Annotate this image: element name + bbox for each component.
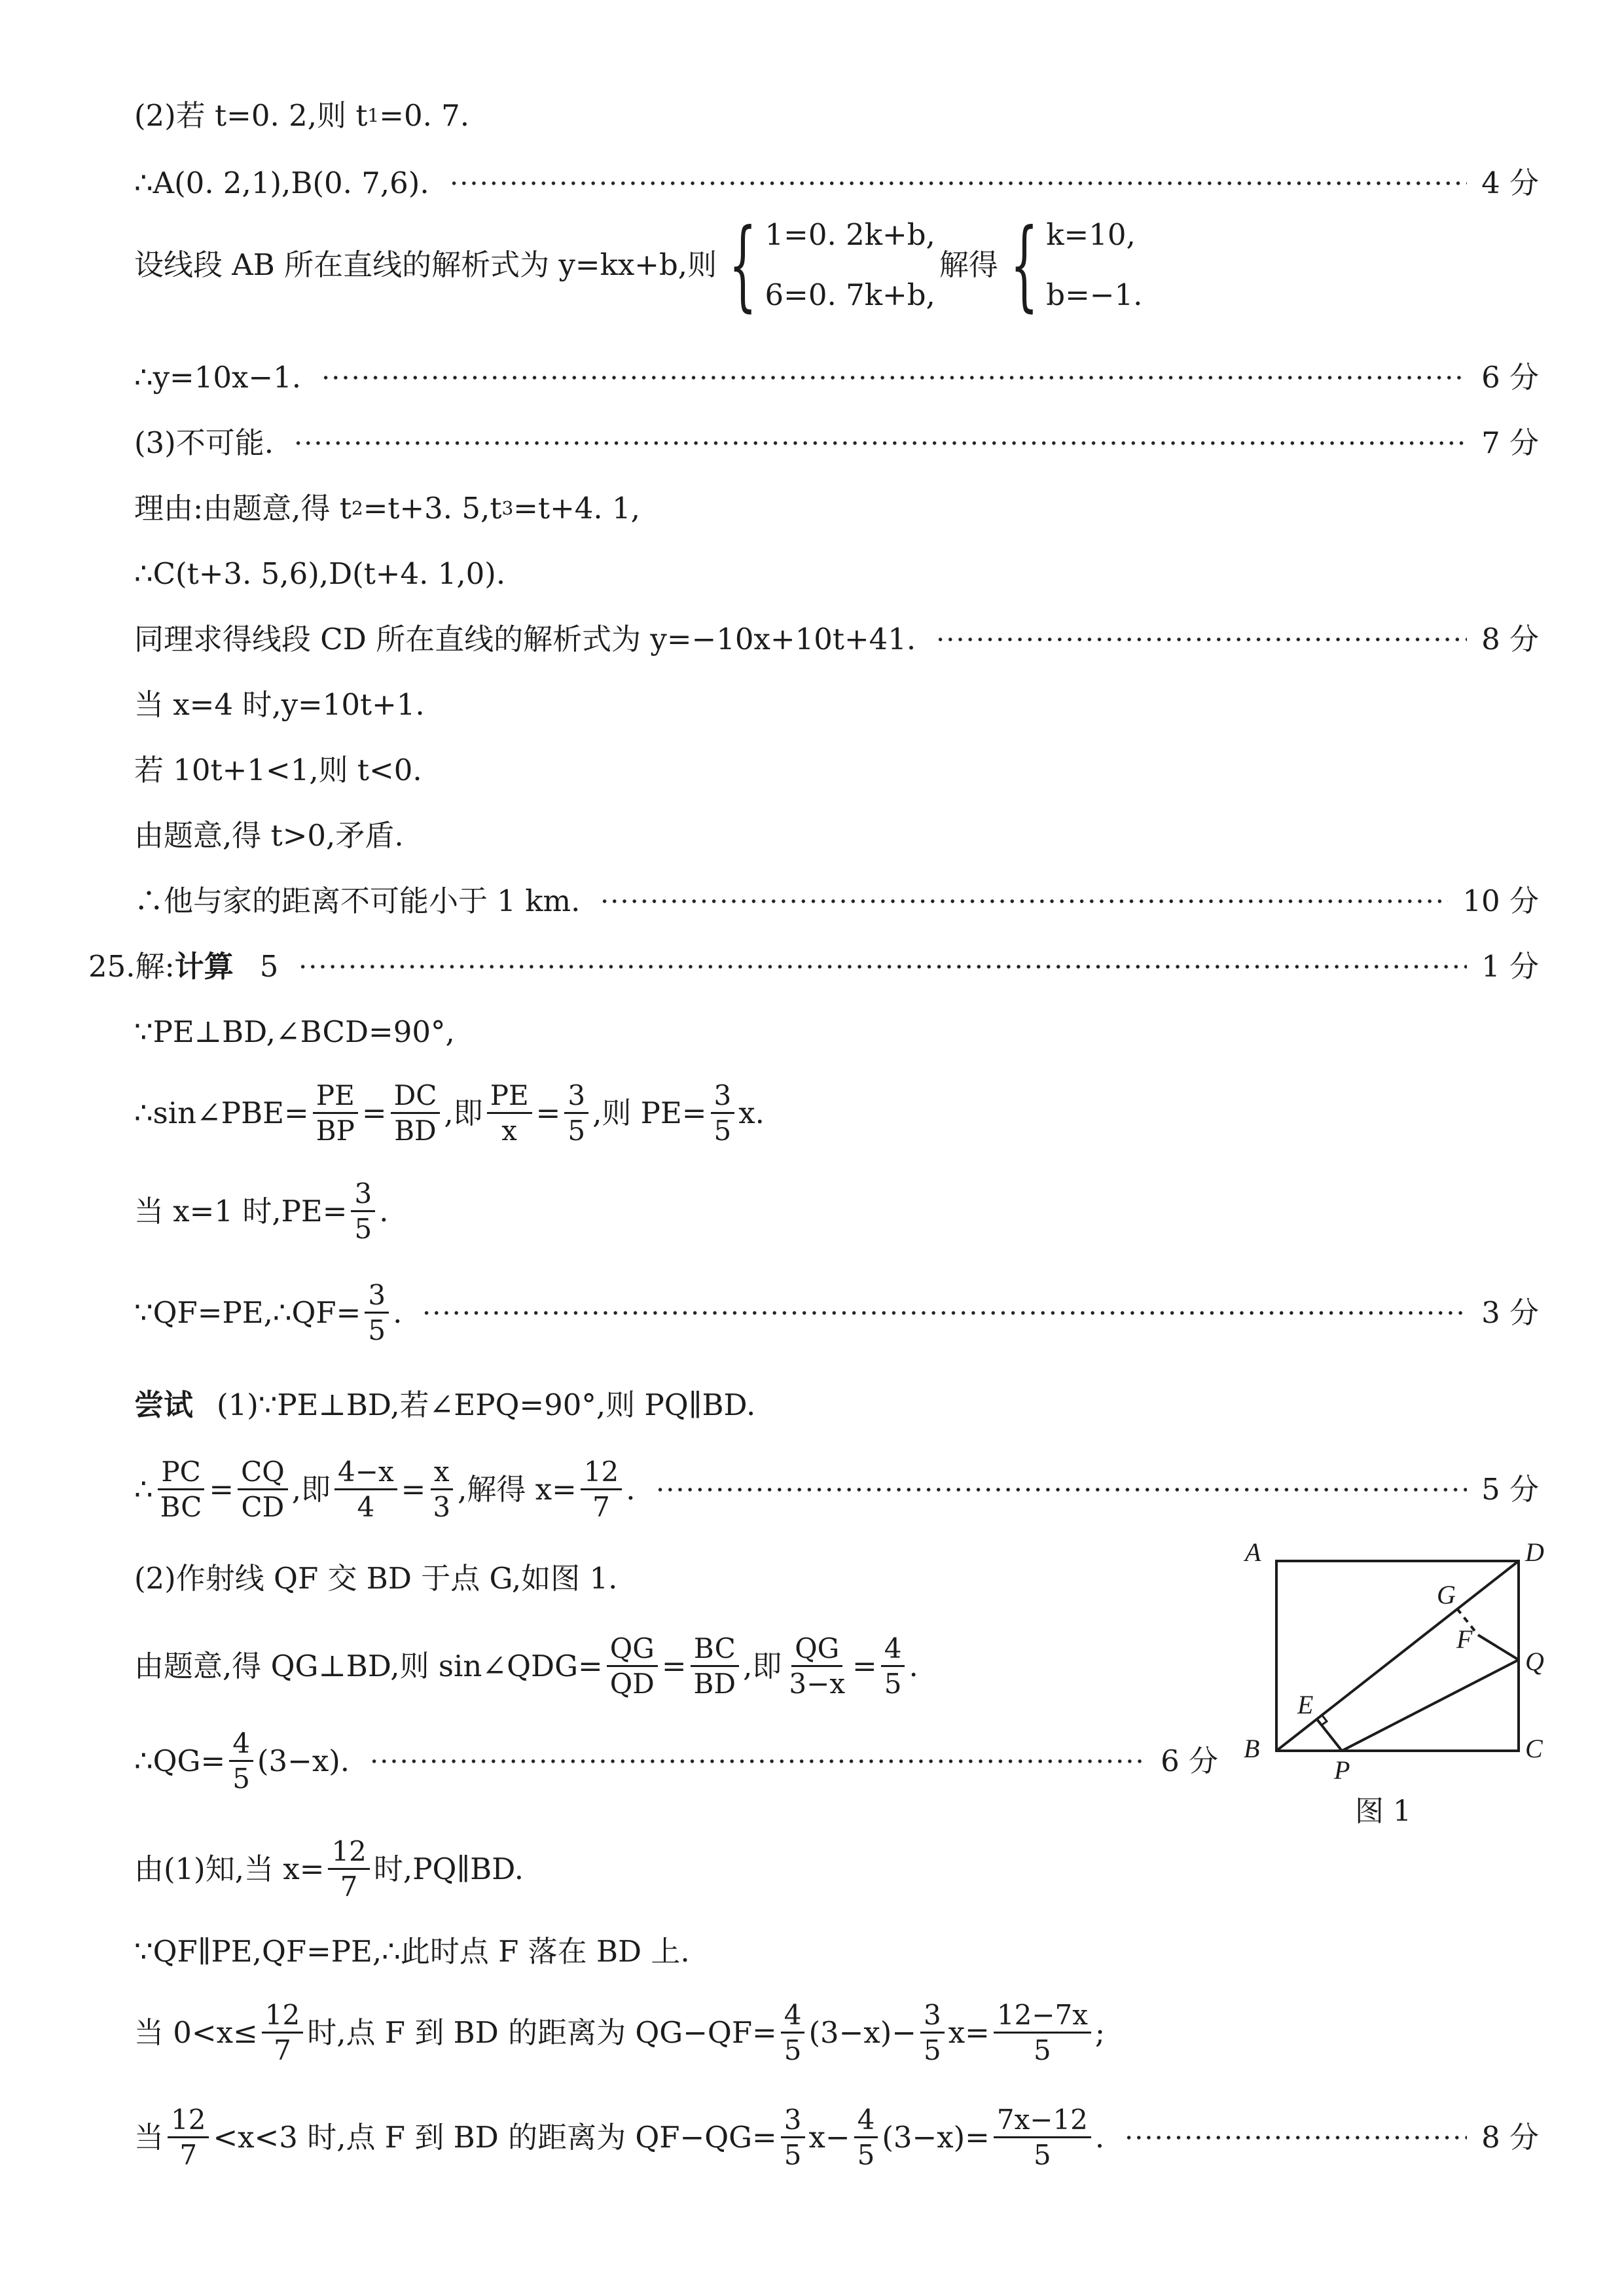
text: ∵QF∥PE,QF=PE,∴此时点 F 落在 BD 上. <box>134 1934 690 1969</box>
text: ∴sin∠PBE= <box>134 1095 309 1130</box>
text: (2)若 t=0. 2,则 t <box>134 98 368 133</box>
numerator: 3 <box>564 1080 588 1114</box>
text: x= <box>948 2015 990 2050</box>
numerator: 12−7x <box>994 2000 1091 2034</box>
text: 由(1)知,当 x= <box>134 1851 325 1886</box>
label-e: E <box>1297 1690 1314 1719</box>
text: 由题意,得 t>0,矛盾. <box>134 818 404 853</box>
system-row: 6=0. 7k+b, <box>765 278 935 312</box>
denominator: 7 <box>592 1491 610 1524</box>
geometry-figure <box>1231 1532 1571 1833</box>
label-q: Q <box>1525 1647 1544 1676</box>
denominator: BC <box>160 1491 202 1524</box>
fraction <box>351 1178 375 1244</box>
question-number: 25.解: <box>88 949 175 984</box>
fraction <box>365 1280 389 1346</box>
numerator: 3 <box>711 1080 735 1114</box>
score-label: 8 分 <box>1481 622 1539 656</box>
fraction <box>994 2000 1091 2066</box>
text: 由题意,得 QG⊥BD,则 sin∠QDG= <box>134 1648 603 1683</box>
denominator: 5 <box>368 1314 386 1347</box>
dotted-leader <box>298 964 1467 969</box>
text: (1)∵PE⊥BD,若∠EPQ=90°,则 PQ∥BD. <box>217 1388 756 1422</box>
dotted-leader <box>422 1310 1467 1316</box>
text: ,即 <box>291 1471 331 1507</box>
label-d: D <box>1525 1537 1544 1567</box>
text: . <box>1094 2119 1105 2155</box>
line-ray-qf <box>134 1561 1218 1596</box>
dotted-leader <box>369 1759 1146 1764</box>
denominator: 3−x <box>789 1668 846 1700</box>
denominator: 3 <box>433 1491 451 1524</box>
text: = <box>361 1095 387 1130</box>
denominator: CD <box>241 1491 285 1524</box>
label-f: F <box>1456 1624 1473 1654</box>
denominator: 5 <box>924 2034 941 2067</box>
numerator: BC <box>691 1633 739 1667</box>
denominator: 7 <box>274 2034 291 2067</box>
numerator: PE <box>313 1080 358 1114</box>
line-part2-intro <box>134 98 1539 134</box>
text: 同理求得线段 CD 所在直线的解析式为 y=−10x+10t+41. <box>134 622 916 656</box>
denominator: BP <box>316 1115 355 1147</box>
text: ∴他与家的距离不可能小于 1 km. <box>134 884 581 918</box>
line-sin-qdg: 由题意,得 QG⊥BD,则 sin∠QDG= $\frac{QG}{QD}$ = $\frac{BC}{BD}$ ,即 $\frac{QG}{3-x}$ = $\frac{4}{5}$ . <box>134 1632 918 1700</box>
text: . <box>909 1648 918 1683</box>
line-reason <box>134 491 1539 526</box>
fraction <box>881 1633 905 1699</box>
score-label: 8 分 <box>1481 2119 1539 2155</box>
numerator: 12 <box>262 2000 303 2034</box>
dotted-leader <box>935 637 1467 642</box>
text: ∴A(0. 2,1),B(0. 7,6). <box>134 166 429 200</box>
subscript: 2 <box>351 497 363 520</box>
line-ineq <box>134 753 1539 788</box>
fraction <box>328 1836 369 1902</box>
fraction <box>994 2104 1091 2170</box>
dotted-leader <box>293 440 1467 446</box>
numerator: 3 <box>365 1280 389 1314</box>
line-case2 <box>134 2104 1539 2170</box>
text: (3)不可能. <box>134 425 274 460</box>
label-c: C <box>1525 1734 1543 1763</box>
text: ; <box>1094 2015 1106 2050</box>
numerator: 7x−12 <box>994 2104 1091 2138</box>
numerator: CQ <box>238 1456 288 1490</box>
numerator: QG <box>791 1633 842 1667</box>
text: ∴QG= <box>134 1743 226 1778</box>
text: . <box>379 1193 389 1229</box>
fraction <box>238 1456 288 1522</box>
score-label: 5 分 <box>1481 1471 1539 1507</box>
text: x. <box>738 1095 765 1130</box>
fraction <box>920 2000 945 2066</box>
subscript: 3 <box>501 497 514 520</box>
text: (2)作射线 QF 交 BD 于点 G,如图 1. <box>134 1561 618 1596</box>
line-x1 <box>134 1178 1539 1244</box>
text: 设线段 AB 所在直线的解析式为 y=kx+b,则 <box>134 247 717 282</box>
line-from-part1 <box>134 1836 1539 1902</box>
text: ∴ <box>134 1471 153 1507</box>
numerator: QG <box>607 1633 658 1667</box>
denominator: 4 <box>357 1491 375 1524</box>
numerator: x <box>431 1456 453 1490</box>
fraction <box>262 2000 303 2066</box>
text: 时,点 F 到 BD 的距离为 QG−QF= <box>307 2015 777 2050</box>
numerator: 12 <box>581 1456 622 1490</box>
text: =t+4. 1, <box>513 491 640 526</box>
dotted-leader <box>321 375 1467 380</box>
label-g: G <box>1437 1580 1456 1609</box>
line-points-ab <box>134 166 1539 201</box>
text: 若 10t+1<1,则 t<0. <box>134 753 422 787</box>
numerator: 3 <box>351 1178 375 1212</box>
text: 时,PQ∥BD. <box>373 1851 524 1886</box>
score-label: 3 分 <box>1481 1295 1539 1330</box>
fraction <box>168 2104 209 2170</box>
fraction <box>691 1633 740 1699</box>
system-row: k=10, <box>1046 217 1136 252</box>
denominator: 5 <box>713 1115 732 1147</box>
numerator: 4 <box>854 2104 878 2138</box>
denominator: 5 <box>784 2139 802 2172</box>
score-label: 7 分 <box>1481 425 1539 460</box>
line-case1 <box>134 2000 1539 2066</box>
denominator: 5 <box>568 1115 586 1147</box>
right-angle-mark <box>1322 1715 1327 1725</box>
segment-pq <box>1342 1660 1519 1751</box>
numerator: 12 <box>168 2104 209 2138</box>
denominator: 5 <box>232 1763 250 1795</box>
fraction <box>785 1633 848 1699</box>
text: ∵PE⊥BD,∠BCD=90°, <box>134 1014 455 1049</box>
text: =t+3. 5,t <box>363 491 502 526</box>
text: 当 x=1 时,PE= <box>134 1193 348 1229</box>
text: ,即 <box>444 1095 483 1130</box>
text: ,即 <box>743 1648 782 1683</box>
denominator: 7 <box>340 1871 358 1903</box>
fraction <box>607 1633 658 1699</box>
text: ∵QF=PE,∴QF= <box>134 1295 361 1330</box>
line-part3 <box>134 425 1539 461</box>
text: 当 x=4 时,y=10t+1. <box>134 687 425 722</box>
text: (3−x)= <box>882 2119 990 2155</box>
denominator: QD <box>609 1668 655 1700</box>
fraction <box>487 1080 532 1146</box>
fraction <box>564 1080 588 1146</box>
numerator: 4 <box>781 2000 805 2034</box>
text: (3−x)− <box>808 2015 917 2050</box>
denominator: 5 <box>1034 2139 1051 2172</box>
line-proportion: ∴ $\frac{PC}{BC}$ = $\frac{CQ}{CD}$ ,即 $\frac{4-x}{4}$ = $\frac{x}{3}$ ,解得 x= $\frac{12}{7}$ . 5 分 <box>134 1456 1539 1524</box>
score-label: 6 分 <box>1161 1743 1218 1778</box>
text: 5 <box>259 949 279 984</box>
brace-icon: { <box>1010 208 1039 322</box>
denominator: 7 <box>179 2139 198 2172</box>
score-label: 10 分 <box>1462 884 1539 918</box>
dotted-leader <box>1124 2135 1467 2140</box>
text: 理由:由题意,得 t <box>134 491 352 526</box>
fraction <box>781 2000 805 2066</box>
numerator: 12 <box>328 1836 369 1870</box>
segment-pe <box>1317 1719 1342 1751</box>
section-heading: 尝试 <box>134 1388 194 1422</box>
label-b: B <box>1244 1734 1260 1763</box>
line-cd-equation <box>134 622 1539 657</box>
line-x4 <box>134 687 1539 723</box>
score-label: 6 分 <box>1481 360 1539 395</box>
fraction <box>229 1728 253 1794</box>
dotted-leader <box>655 1487 1468 1492</box>
section-heading: 计算 <box>174 949 234 984</box>
fraction <box>581 1456 622 1522</box>
line-try <box>134 1388 1539 1423</box>
fraction <box>313 1080 358 1146</box>
text: (3−x). <box>257 1743 350 1778</box>
label-p: P <box>1334 1755 1350 1785</box>
fraction <box>854 2104 878 2170</box>
equation-system <box>721 208 935 322</box>
line-pe-perp <box>134 1014 1539 1050</box>
numerator: 4−x <box>334 1456 397 1490</box>
segment-fq <box>1478 1635 1519 1660</box>
text: ,解得 x= <box>458 1471 577 1507</box>
numerator: PE <box>487 1080 532 1114</box>
denominator: 5 <box>884 1668 902 1700</box>
denominator: 5 <box>857 2139 875 2172</box>
system-row: 1=0. 2k+b, <box>765 217 935 252</box>
fraction <box>711 1080 735 1146</box>
numerator: 4 <box>881 1633 905 1667</box>
fraction <box>429 1456 454 1522</box>
line-points-cd <box>134 556 1539 592</box>
brace-icon: { <box>729 208 757 322</box>
text: <x<3 时,点 F 到 BD 的距离为 QF−QG= <box>213 2119 777 2155</box>
figure-caption: 图 1 <box>1355 1795 1411 1828</box>
subscript: 1 <box>367 105 380 127</box>
fraction <box>781 2104 805 2170</box>
numerator: 3 <box>781 2104 805 2138</box>
numerator: DC <box>391 1080 441 1114</box>
text: . <box>393 1295 403 1330</box>
denominator: BD <box>693 1668 736 1700</box>
label-a: A <box>1245 1537 1261 1567</box>
dotted-leader <box>449 181 1467 186</box>
text: 当 <box>134 2119 164 2155</box>
denominator: 5 <box>1034 2034 1051 2067</box>
text: 解得 <box>939 247 998 282</box>
system-row: b=−1. <box>1046 278 1143 312</box>
dotted-leader <box>600 899 1448 904</box>
line-q25-compute <box>88 949 1539 984</box>
denominator: BD <box>394 1115 437 1147</box>
line-contradiction <box>134 818 1539 853</box>
numerator: PC <box>158 1456 204 1490</box>
text: ∴C(t+3. 5,6),D(t+4. 1,0). <box>134 556 506 591</box>
fraction <box>391 1080 441 1146</box>
text: =0. 7. <box>379 98 470 133</box>
text: ∴y=10x−1. <box>134 360 302 395</box>
fraction <box>334 1456 397 1522</box>
score-label: 4 分 <box>1481 166 1539 200</box>
line-sin-pbe: ∴sin∠PBE= $\frac{PE}{BP}$ = $\frac{DC}{BD}$ ,即 $\frac{PE}{x}$ = $\frac{3}{5}$ ,则 PE= $\frac{3}{5}$ x. <box>134 1079 765 1147</box>
line-conclusion <box>134 884 1539 919</box>
line-system-ab <box>134 208 1539 322</box>
line-ab-result <box>134 360 1539 395</box>
fraction <box>157 1456 206 1522</box>
denominator: 5 <box>354 1213 372 1246</box>
line-qf <box>134 1280 1539 1346</box>
numerator: 4 <box>229 1728 253 1762</box>
line-qg <box>134 1728 1218 1794</box>
numerator: 3 <box>920 2000 945 2034</box>
text: x− <box>808 2119 850 2155</box>
text: . <box>626 1471 636 1507</box>
score-label: 1 分 <box>1481 949 1539 984</box>
denominator: 5 <box>784 2034 802 2067</box>
denominator: x <box>501 1115 517 1147</box>
text: 当 0<x≤ <box>134 2015 258 2050</box>
text: ,则 PE= <box>592 1095 707 1130</box>
solution-system <box>1002 208 1143 322</box>
line-f-on-bd <box>134 1934 1539 1969</box>
